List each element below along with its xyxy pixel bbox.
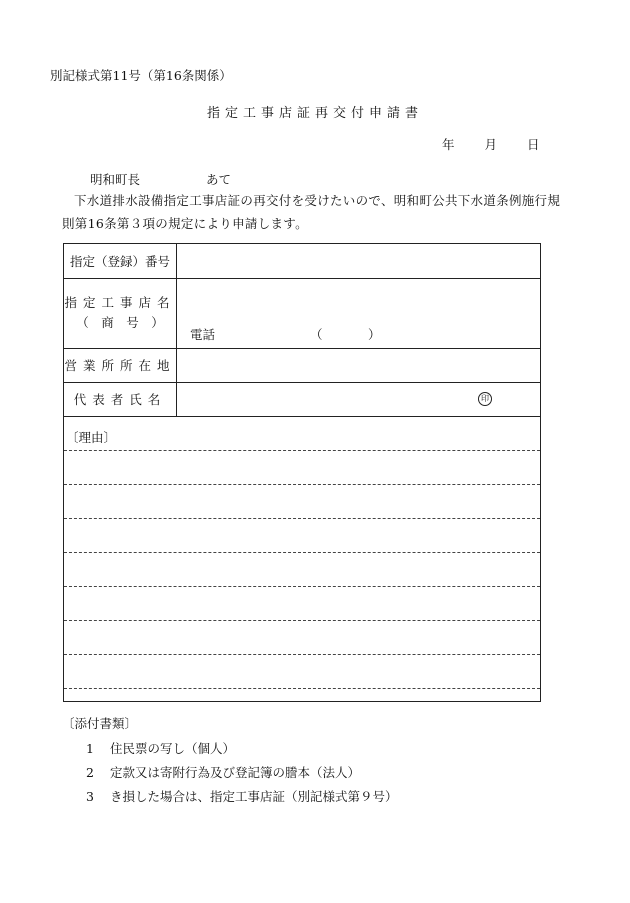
- addressee-name: 明和町長: [90, 172, 141, 187]
- office-address-label: 営業所所在地: [64, 348, 177, 382]
- registration-label: 指定（登録）番号: [64, 244, 177, 278]
- reason-line: [64, 688, 540, 689]
- attachment-text: き損した場合は、指定工事店証（別記様式第９号）: [110, 789, 398, 804]
- contractor-label-line1: 指定工事店名: [64, 295, 176, 310]
- reason-line: [64, 484, 540, 485]
- reason-line: [64, 518, 540, 519]
- attachment-item: [86, 787, 398, 805]
- representative-label: 代表者氏名: [64, 382, 177, 416]
- attachment-item: [86, 763, 360, 781]
- seal-mark: 印: [478, 392, 492, 406]
- application-form-table: [63, 243, 541, 702]
- attachment-text: 定款又は寄附行為及び登記簿の謄本（法人）: [110, 765, 361, 780]
- contractor-label-line2: （ 商 号 ）: [76, 315, 164, 330]
- phone-paren-close: ）: [368, 327, 381, 342]
- phone-paren-open: （: [310, 327, 323, 342]
- attachment-text: 住民票の写し（個人）: [110, 741, 236, 756]
- attachment-item: [86, 739, 235, 757]
- phone-label: 電話: [190, 327, 216, 342]
- form-number: 別記様式第11号（第16条関係）: [50, 68, 232, 83]
- office-address-row: [64, 348, 540, 383]
- registration-row: [64, 244, 540, 279]
- addressee-suffix: あて: [206, 172, 232, 187]
- contractor-row: [64, 278, 540, 349]
- reason-line: [64, 654, 540, 655]
- document-title: 指定工事店証再交付申請書: [206, 106, 423, 121]
- reason-line: [64, 586, 540, 587]
- attachment-number: 3: [86, 789, 94, 804]
- date-line: [442, 135, 540, 153]
- reason-line: [64, 552, 540, 553]
- reason-line: [64, 620, 540, 621]
- contractor-label: [64, 278, 177, 348]
- date-day: 日: [527, 137, 540, 152]
- addressee-line: [90, 170, 231, 188]
- attachment-number: 1: [86, 741, 94, 756]
- reason-label: 〔理由〕: [66, 430, 117, 445]
- reason-line: [64, 450, 540, 451]
- date-month: 月: [484, 137, 498, 152]
- application-statement: 下水道排水設備指定工事店証の再交付を受けたいので、明和町公共下水道条例施行規則第16条第３項の規定により申請します。: [62, 193, 561, 231]
- representative-row: [64, 382, 540, 417]
- attachment-number: 2: [86, 765, 94, 780]
- date-year: 年: [442, 137, 455, 152]
- attachments-heading: 〔添付書類〕: [62, 716, 138, 731]
